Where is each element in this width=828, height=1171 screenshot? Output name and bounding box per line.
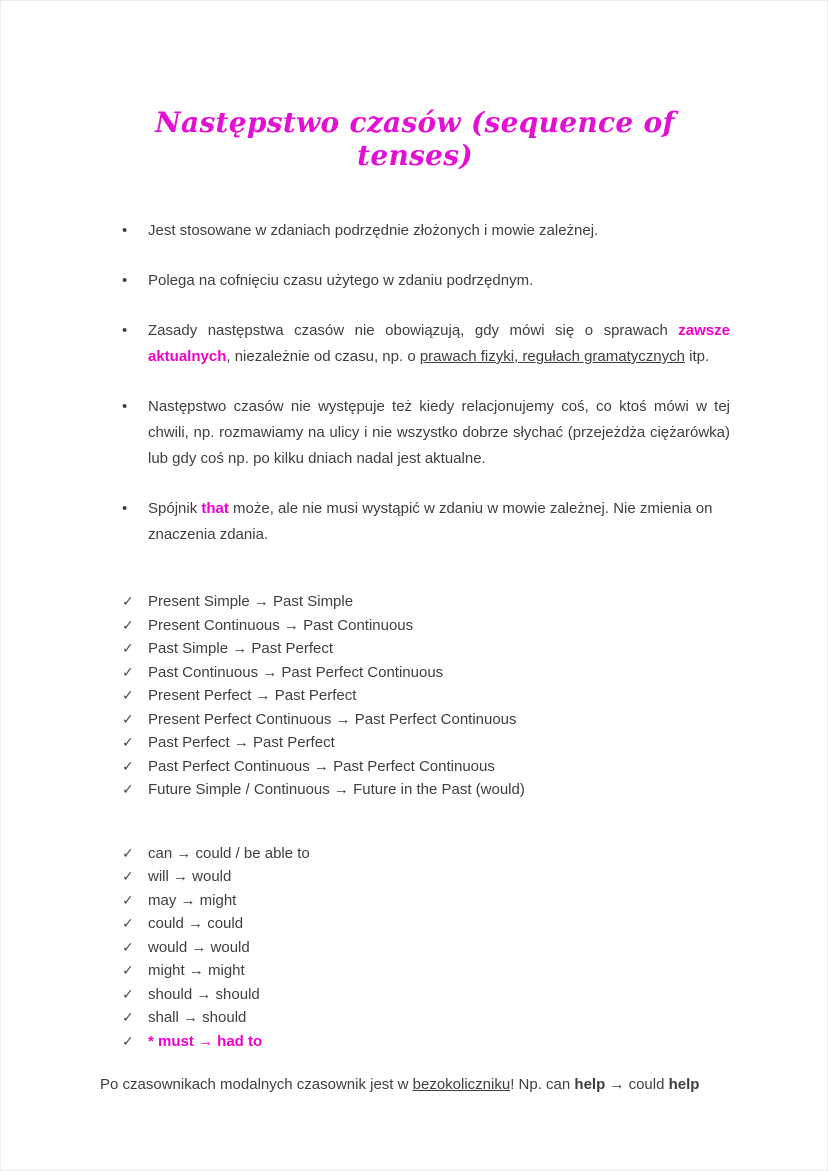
text-segment: Następstwo czasów nie występuje też kiedy relacjonujemy coś, co ktoś mówi w tej chwili, np. rozmawiamy na ulicy i nie wszystko dobrze słychać (przejeżdża ciężarówka) lub gdy coś np. po kilku dniach nadal jest aktualne.: [148, 398, 730, 467]
text-segment-underlined: bezokoliczniku: [412, 1076, 511, 1093]
tense-mapping-text: Present Perfect → Past Perfect: [148, 687, 357, 704]
modal-mapping-text: might → might: [148, 962, 245, 979]
bullet-text: [148, 394, 730, 472]
modal-mapping-row: [122, 865, 730, 889]
bullet-item-exceptions-general: [122, 318, 730, 370]
bullet-icon: •: [122, 222, 128, 239]
checkmark-icon: ✓: [122, 616, 134, 633]
text-segment: , niezależnie od czasu, np. o: [226, 348, 420, 365]
tense-mapping-text: Present Simple → Past Simple: [148, 593, 354, 610]
bullet-icon: •: [122, 322, 128, 339]
tense-mapping-row: [122, 708, 730, 732]
checkmark-icon: ✓: [122, 710, 134, 727]
modal-mapping-text: shall → should: [148, 1009, 247, 1026]
bullet-text: [148, 218, 730, 244]
bullet-icon: •: [122, 272, 128, 289]
modal-mapping-text: can → could / be able to: [148, 844, 310, 862]
checkmark-icon: ✓: [122, 985, 134, 1002]
bullet-item-that-conjunction: [122, 496, 730, 548]
modal-mapping-text: should → should: [148, 985, 260, 1003]
bullet-text: [148, 318, 730, 370]
modal-verbs-list: [100, 842, 730, 1054]
tense-mapping-row: [122, 684, 730, 708]
tense-mapping-text: Present Perfect Continuous → Past Perfect Continuous: [148, 710, 517, 728]
modal-mapping-row: [122, 889, 730, 913]
tense-mapping-row: [122, 661, 730, 685]
checkmark-icon: ✓: [122, 687, 134, 703]
tense-mapping-text: Past Simple → Past Perfect: [148, 640, 334, 657]
modal-mapping-row-must: [122, 1030, 730, 1054]
modal-mapping-text: would → would: [148, 938, 250, 956]
text-segment: Zasady następstwa czasów nie obowiązują, gdy mówi się o sprawach: [148, 322, 679, 339]
checkmark-icon: ✓: [122, 1009, 134, 1025]
tense-mapping-row: [122, 637, 730, 661]
tense-mapping-text: Future Simple / Continuous → Future in the Past (would): [148, 781, 525, 798]
bullet-text: [148, 496, 730, 548]
modal-mapping-row: [122, 842, 730, 866]
checkmark-icon: ✓: [122, 868, 134, 884]
text-segment: ! Np. can: [510, 1076, 575, 1093]
tense-mapping-row: [122, 731, 730, 755]
modal-mapping-row: [122, 1006, 730, 1030]
text-segment-underlined: prawach fizyki, regułach gramatycznych: [419, 348, 685, 365]
checkmark-icon: ✓: [122, 962, 134, 978]
bullet-list: [100, 218, 730, 548]
checkmark-icon: ✓: [122, 757, 134, 774]
bullet-icon: •: [122, 500, 128, 517]
text-segment-accent: that: [201, 500, 229, 517]
tense-mapping-row: [122, 778, 730, 802]
footer-note: [100, 1073, 730, 1096]
text-segment: Po czasownikach modalnych czasownik jest w: [100, 1076, 413, 1093]
checkmark-icon: ✓: [122, 663, 134, 680]
modal-mapping-text: will → would: [148, 868, 232, 885]
text-segment-accent: zawsze aktualnych: [148, 322, 730, 365]
modal-mapping-row: [122, 959, 730, 983]
text-segment-bold: help: [668, 1076, 700, 1093]
text-segment: może, ale nie musi wystąpić w zdaniu w mowie zależnej. Nie zmienia on znaczenia zdania.: [148, 500, 713, 543]
bullet-icon: •: [122, 398, 128, 415]
tense-mapping-text: Present Continuous → Past Continuous: [148, 616, 414, 634]
checkmark-icon: ✓: [122, 938, 134, 955]
tense-sequence-list: [100, 590, 730, 802]
checkmark-icon: ✓: [122, 593, 134, 609]
checkmark-icon: ✓: [122, 891, 134, 908]
modal-mapping-text: could → could: [148, 915, 244, 932]
checkmark-icon: ✓: [122, 844, 134, 861]
tense-mapping-text: Past Perfect → Past Perfect: [148, 734, 335, 751]
bullet-item-usage: [122, 218, 730, 244]
text-segment: Jest stosowane w zdaniach podrzędnie złożonych i mowie zależnej.: [148, 222, 599, 239]
text-segment: Polega na cofnięciu czasu użytego w zdaniu podrzędnym.: [148, 272, 534, 289]
modal-mapping-row: [122, 983, 730, 1007]
bullet-item-exceptions-live-speech: [122, 394, 730, 472]
bullet-text: [148, 268, 730, 294]
text-segment: Spójnik: [148, 500, 202, 517]
page-title: Następstwo czasów (sequence of tenses): [155, 106, 675, 172]
modal-mapping-row: [122, 936, 730, 960]
checkmark-icon: ✓: [122, 781, 134, 797]
modal-mapping-text-accent: * must → had to: [148, 1032, 263, 1050]
modal-mapping-row: [122, 912, 730, 936]
checkmark-icon: ✓: [122, 640, 134, 656]
tense-mapping-row: [122, 590, 730, 614]
tense-mapping-text: Past Perfect Continuous → Past Perfect Continuous: [148, 757, 495, 775]
tense-mapping-row: [122, 755, 730, 779]
tense-mapping-text: Past Continuous → Past Perfect Continuous: [148, 663, 444, 681]
text-segment: itp.: [684, 348, 710, 365]
text-segment: → could: [605, 1076, 669, 1093]
bullet-item-definition: [122, 268, 730, 294]
checkmark-icon: ✓: [122, 915, 134, 931]
checkmark-icon: ✓: [122, 734, 134, 750]
text-segment-bold: help: [574, 1076, 606, 1093]
tense-mapping-row: [122, 614, 730, 638]
modal-mapping-text: may → might: [148, 891, 237, 909]
checkmark-icon: ✓: [122, 1032, 134, 1049]
